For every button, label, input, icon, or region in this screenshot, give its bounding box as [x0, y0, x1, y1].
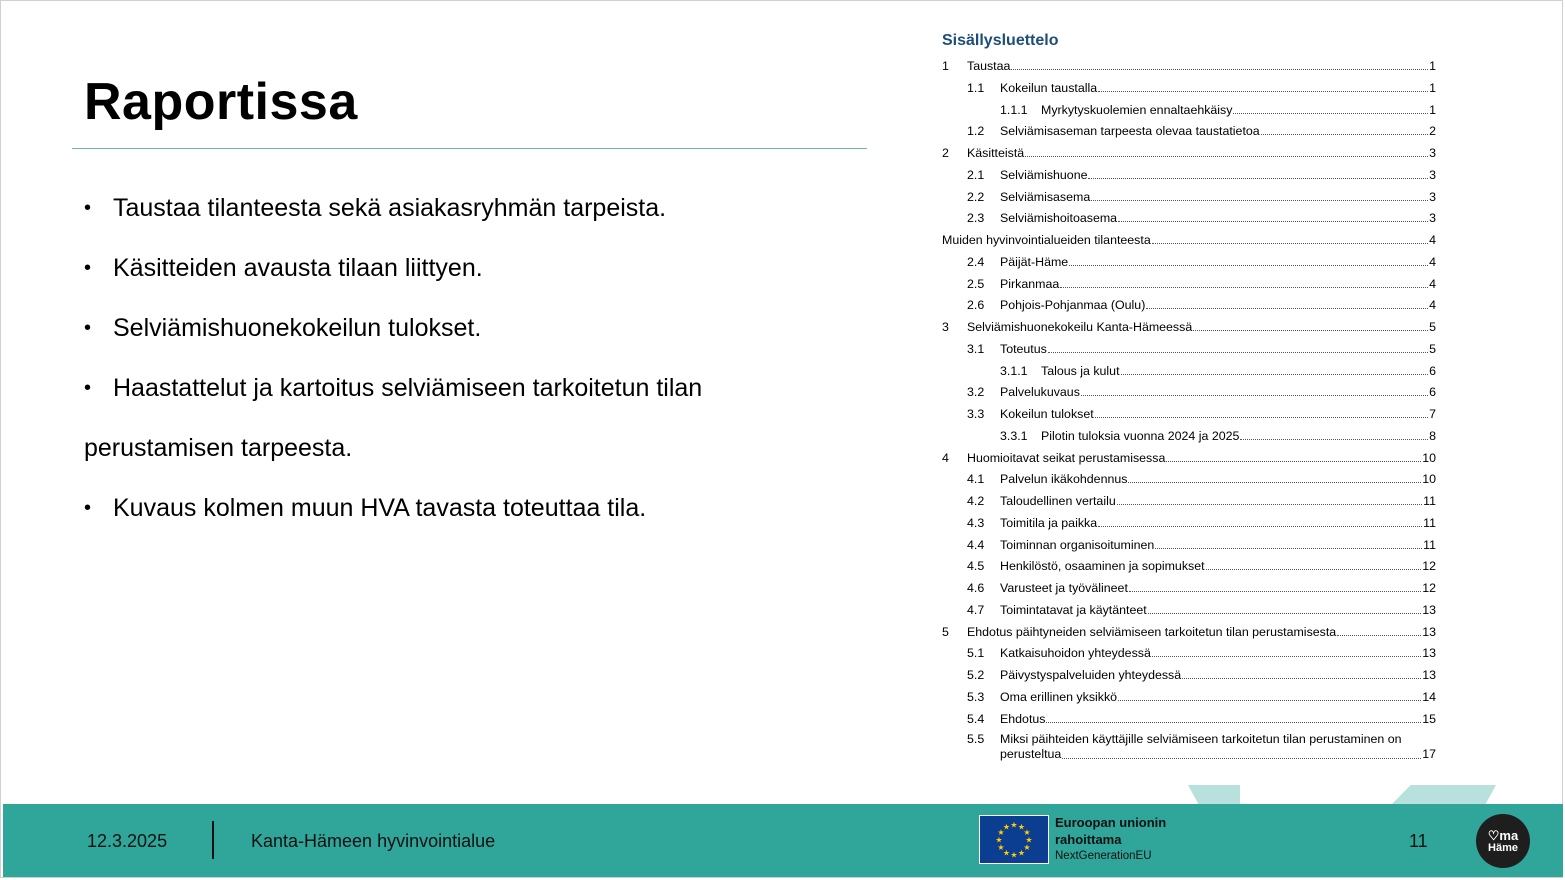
toc-entry-page: 4 — [1429, 276, 1436, 291]
toc-leader-dots — [1146, 297, 1428, 309]
toc-entry-page: 5 — [1429, 341, 1436, 356]
toc-leader-dots — [1166, 450, 1421, 462]
toc-entry-page: 11 — [1423, 494, 1436, 508]
toc-entry-page: 1 — [1429, 59, 1436, 73]
toc-entry — [942, 515, 1436, 531]
toc-entry — [942, 602, 1436, 618]
toc-entry-number: 2.4 — [967, 254, 985, 269]
oma-hame-logo — [1476, 814, 1530, 868]
slide-title: Raportissa — [84, 73, 358, 131]
toc-entry-title: Toteutus — [1000, 341, 1047, 356]
toc-entry — [942, 624, 1436, 640]
toc-entry — [942, 363, 1436, 379]
toc-heading: Sisällysluettelo — [942, 32, 1059, 49]
toc-entry — [942, 189, 1436, 205]
eu-star-icon: ★ — [1002, 848, 1011, 858]
toc-leader-dots — [1081, 384, 1428, 396]
toc-leader-dots — [1152, 645, 1421, 657]
bullet-item — [84, 248, 483, 288]
bullet-text: Selviämishuonekokeilun tulokset. — [113, 314, 482, 342]
title-divider — [72, 148, 867, 149]
toc-entry-number: 3.3 — [967, 407, 985, 421]
toc-leader-dots — [1098, 80, 1428, 92]
toc-entry — [942, 167, 1436, 183]
toc-leader-dots — [1095, 406, 1428, 418]
eu-funding-label — [1055, 814, 1166, 865]
toc-entry-number: 4.2 — [967, 494, 985, 508]
toc-entry-number: 1.1.1 — [1000, 102, 1028, 117]
toc-leader-dots — [1182, 667, 1421, 679]
toc-entry — [942, 254, 1436, 270]
footer-divider — [212, 821, 214, 859]
toc-entry-page: 10 — [1422, 472, 1436, 487]
toc-leader-dots — [1261, 123, 1428, 135]
bullet-marker: • — [84, 197, 92, 219]
toc-entry-title: Pilotin tuloksia vuonna 2024 ja 2025 — [1041, 428, 1240, 443]
toc-entry-title: Katkaisuhoidon yhteydessä — [1000, 646, 1151, 661]
toc-entry-number: 3.3.1 — [1000, 428, 1028, 443]
toc-entry-page: 15 — [1422, 711, 1436, 726]
toc-leader-dots — [1233, 102, 1428, 114]
bullet-item — [84, 368, 702, 408]
toc-entry-page: 5 — [1429, 320, 1436, 334]
toc-entry — [942, 558, 1436, 574]
toc-leader-dots — [1060, 276, 1428, 288]
toc-entry — [942, 645, 1436, 661]
toc-entry-title: Selviämisasema — [1000, 189, 1091, 204]
toc-entry-title: Toimintatavat ja käytänteet — [1000, 602, 1147, 617]
eu-star-icon: ★ — [1010, 820, 1018, 830]
bullet-marker: • — [84, 497, 92, 519]
toc-entry-title: Muiden hyvinvointialueiden tilanteesta — [942, 233, 1151, 247]
toc-entry-title: Oma erillinen yksikkö — [1000, 689, 1118, 704]
footer-organization: Kanta-Hämeen hyvinvointialue — [251, 831, 496, 851]
eu-star-icon: ★ — [1017, 848, 1026, 858]
toc-entry-title-cont: perusteltua — [1000, 747, 1062, 762]
toc-entry-number: 2.3 — [967, 211, 985, 226]
toc-entry — [942, 493, 1436, 509]
toc-entry-number: 2.1 — [967, 167, 985, 182]
toc-entry-number: 5.1 — [967, 646, 985, 661]
toc-entry-page: 1 — [1429, 102, 1436, 117]
toc-entry — [942, 232, 1436, 248]
toc-entry-page: 4 — [1429, 233, 1436, 247]
page-number: 11 — [1409, 831, 1428, 851]
toc-leader-dots — [1098, 515, 1422, 527]
toc-entry — [942, 450, 1436, 466]
toc-entry — [942, 471, 1436, 487]
bullet-item — [84, 188, 666, 228]
toc-entry-title: Miksi päihteiden käyttäjille selviämiseen tarkoitetun tilan perustaminen on — [1000, 732, 1402, 747]
toc-entry-title: Taloudellinen vertailu — [1000, 494, 1116, 508]
toc-entry-number: 4.5 — [967, 559, 985, 574]
toc-leader-dots — [1025, 145, 1428, 157]
toc-entry-title: Kokeilun tulokset — [1000, 407, 1094, 421]
toc-entry-title: Ehdotus — [1000, 711, 1046, 726]
toc-entry-page: 4 — [1429, 298, 1436, 313]
toc-entry-page: 7 — [1429, 407, 1436, 421]
toc-entry — [942, 537, 1436, 553]
toc-entry — [942, 123, 1436, 139]
toc-leader-dots — [1121, 363, 1429, 375]
toc-entry-page: 3 — [1429, 211, 1436, 226]
toc-leader-dots — [1206, 558, 1422, 570]
toc-entry-title: Päivystyspalveluiden yhteydessä — [1000, 668, 1182, 682]
toc-entry-page: 3 — [1429, 189, 1436, 204]
toc-leader-dots — [1117, 493, 1422, 505]
toc-leader-dots — [1011, 58, 1428, 70]
toc-entry — [942, 732, 1436, 764]
toc-entry-number: 3.1.1 — [1000, 363, 1028, 378]
toc-entry-page: 17 — [1422, 747, 1436, 762]
toc-entry-page: 6 — [1429, 363, 1436, 378]
toc-entry — [942, 428, 1436, 444]
toc-entry-number: 1.1 — [967, 80, 985, 95]
toc-entry-page: 10 — [1422, 450, 1436, 465]
toc-entry-title: Käsitteistä — [967, 146, 1025, 160]
toc-entry-number: 1.2 — [967, 124, 985, 139]
toc-entry-number: 3 — [942, 320, 949, 334]
toc-entry-page: 4 — [1429, 254, 1436, 269]
toc-leader-dots — [1155, 537, 1422, 549]
toc-entry — [942, 58, 1436, 74]
toc-entry-number: 4.3 — [967, 515, 985, 530]
toc-entry-page: 12 — [1422, 581, 1436, 595]
eu-star-icon: ★ — [995, 835, 1003, 845]
logo-line-1: ♡ma — [1487, 827, 1519, 843]
toc-entry-page: 8 — [1429, 428, 1436, 443]
toc-entry-title: Selviämishoitoasema — [1000, 211, 1118, 226]
toc-entry-number: 5.3 — [967, 689, 985, 704]
toc-leader-dots — [1118, 689, 1421, 701]
toc-entry-number: 5.5 — [967, 732, 985, 747]
toc-entry-title: Varusteet ja työvälineet — [1000, 581, 1128, 595]
toc-entry-title: Selviämishuonekokeilu Kanta-Hämeessä — [967, 320, 1193, 334]
toc-entry-page: 11 — [1423, 515, 1436, 530]
toc-entry — [942, 689, 1436, 705]
toc-entry — [942, 711, 1436, 727]
toc-leader-dots — [1148, 602, 1422, 614]
toc-entry-number: 1 — [942, 59, 949, 73]
toc-entry-title: Pirkanmaa — [1000, 276, 1060, 291]
toc-entry-title: Päijät-Häme — [1000, 254, 1069, 269]
toc-entry-page: 3 — [1429, 167, 1436, 182]
toc-entry — [942, 80, 1436, 96]
bullet-text: Taustaa tilanteesta sekä asiakasryhmän tarpeista. — [113, 194, 667, 222]
toc-entry-title: Myrkytyskuolemien ennaltaehkäisy — [1041, 102, 1233, 117]
toc-entry — [942, 276, 1436, 292]
logo-line-2: Häme — [1488, 841, 1518, 854]
toc-entry-page: 2 — [1429, 124, 1436, 139]
toc-leader-dots — [1091, 189, 1428, 201]
eu-flag-icon — [979, 815, 1049, 864]
toc-entry-title: Selviämishuone — [1000, 167, 1088, 182]
toc-leader-dots — [1129, 580, 1421, 592]
bullet-text: Haastattelut ja kartoitus selviämiseen tarkoitetun tilan — [113, 374, 703, 402]
bullet-item — [84, 428, 352, 468]
toc-leader-dots — [1193, 319, 1428, 331]
toc-entry-number: 2 — [942, 146, 949, 160]
bullet-item — [84, 308, 481, 348]
toc-entry-page: 13 — [1422, 624, 1436, 639]
toc-entry — [942, 210, 1436, 226]
toc-entry-number: 3.1 — [967, 341, 985, 356]
toc-entry — [942, 102, 1436, 118]
bullet-item — [84, 488, 646, 528]
eu-star-icon: ★ — [1025, 835, 1033, 845]
toc-entry-page: 14 — [1422, 689, 1436, 704]
bullet-marker: • — [84, 317, 92, 339]
toc-leader-dots — [1337, 624, 1421, 636]
toc-leader-dots — [1118, 210, 1428, 222]
toc-entry-title: Henkilöstö, osaaminen ja sopimukset — [1000, 559, 1205, 574]
toc-entry — [942, 319, 1436, 335]
toc-leader-dots — [1069, 254, 1428, 266]
toc-entry-title: Palvelukuvaus — [1000, 385, 1080, 400]
toc-entry — [942, 667, 1436, 683]
toc-entry-page: 3 — [1429, 146, 1436, 160]
eu-line-3: NextGenerationEU — [1055, 850, 1152, 862]
bullet-marker: • — [84, 377, 92, 399]
toc-entry-number: 5.2 — [967, 668, 985, 682]
toc-entry-number: 4.7 — [967, 602, 985, 617]
toc-entry-title: Kokeilun taustalla — [1000, 80, 1098, 95]
toc-entry-title: Huomioitavat seikat perustamisessa — [967, 450, 1166, 465]
toc-entry-title: Ehdotus päihtyneiden selviämiseen tarkoitetun tilan perustamisesta — [967, 624, 1337, 639]
toc-entry-number: 4.1 — [967, 472, 985, 487]
toc-entry — [942, 145, 1436, 161]
toc-leader-dots — [1088, 167, 1428, 179]
toc-entry-title: Pohjois-Pohjanmaa (Oulu) — [1000, 298, 1146, 313]
bullet-marker: • — [84, 257, 92, 279]
toc-leader-dots — [1152, 232, 1428, 244]
toc-leader-dots — [1240, 428, 1428, 440]
eu-line-2: rahoittama — [1055, 832, 1122, 847]
bullet-text: perustamisen tarpeesta. — [84, 434, 353, 462]
toc-entry-page: 12 — [1422, 559, 1436, 574]
toc-leader-dots — [1128, 471, 1421, 483]
toc-entry-page: 11 — [1423, 537, 1436, 552]
toc-entry-number: 3.2 — [967, 385, 985, 400]
toc-entry-number: 5.4 — [967, 711, 985, 726]
toc-entry-page: 13 — [1422, 646, 1436, 661]
toc-entry-page: 13 — [1422, 668, 1436, 682]
toc-entry-title: Toimitila ja paikka — [1000, 515, 1098, 530]
toc-entry-page: 1 — [1429, 80, 1436, 95]
toc-entry — [942, 384, 1436, 400]
bullet-text: Kuvaus kolmen muun HVA tavasta toteuttaa tila. — [113, 494, 647, 522]
eu-line-1: Euroopan unionin — [1055, 815, 1167, 830]
footer-bar — [3, 804, 1563, 877]
toc-entry — [942, 341, 1436, 357]
eu-star-icon: ★ — [1023, 843, 1031, 852]
toc-entry — [942, 406, 1436, 422]
toc-entry-number: 5 — [942, 624, 949, 639]
toc-entry-number: 2.2 — [967, 189, 985, 204]
toc-entry-number: 4.4 — [967, 537, 985, 552]
toc-leader-dots — [1046, 711, 1421, 723]
eu-star-icon: ★ — [1023, 828, 1031, 837]
toc-entry — [942, 580, 1436, 596]
eu-star-icon: ★ — [1002, 822, 1011, 832]
toc-entry-title: Talous ja kulut — [1041, 363, 1120, 378]
toc-entry-number: 2.5 — [967, 276, 985, 291]
footer-date: 12.3.2025 — [87, 831, 168, 851]
eu-star-icon: ★ — [997, 843, 1005, 852]
toc-entry-number: 4 — [942, 450, 949, 465]
eu-star-icon: ★ — [1010, 850, 1018, 860]
toc-entry-page: 6 — [1429, 385, 1436, 400]
toc-entry-title: Toiminnan organisoituminen — [1000, 537, 1155, 552]
toc-entry-page: 13 — [1422, 602, 1436, 617]
toc-entry — [942, 297, 1436, 313]
toc-leader-dots — [1048, 341, 1428, 353]
toc-entry-number: 4.6 — [967, 581, 985, 595]
bullet-text: Käsitteiden avausta tilaan liittyen. — [113, 254, 483, 282]
eu-star-icon: ★ — [1017, 822, 1026, 832]
toc-entry-title: Selviämisaseman tarpeesta olevaa taustatietoa — [1000, 124, 1260, 139]
toc-entry-title: Palvelun ikäkohdennus — [1000, 472, 1128, 487]
eu-star-icon: ★ — [997, 828, 1005, 837]
toc-entry-number: 2.6 — [967, 298, 985, 313]
toc-entry-title: Taustaa — [967, 59, 1011, 73]
toc-leader-dots — [1062, 747, 1421, 759]
